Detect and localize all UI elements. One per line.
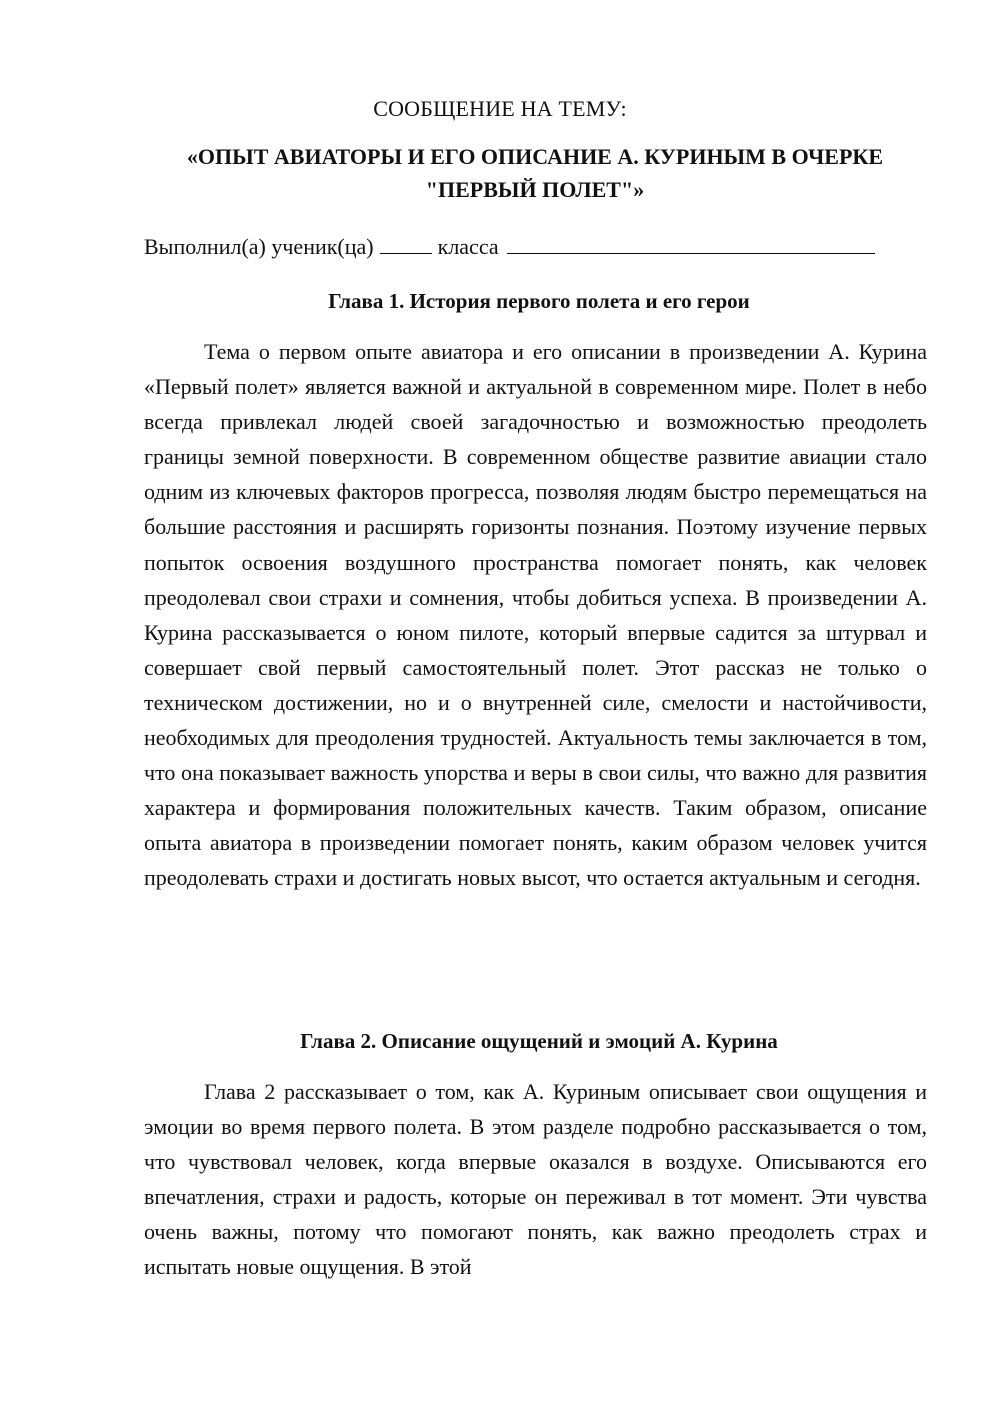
class-label: класса	[437, 234, 499, 259]
chapter-1-title: Глава 1. История первого полета и его герои	[328, 289, 750, 313]
chapter-1-paragraph: Тема о первом опыте авиатора и его описании в произведении А. Курина «Первый полет» является важной и актуальной в современном мире. Полет в небо всегда привлекал людей своей загадочностью и возможностью преодолеть границы земной поверхности. В современном обществе развитие авиации стало одним из ключевых факторов прогресса, позволяя людям быстро перемещаться на большие расстояния и расширять горизонты познания. Поэтому изучение первых попыток освоения воздушного пространства помогает понять, как человек преодолевал свои страхи и сомнения, чтобы добиться успеха. В произведении А. Курина рассказывается о юном пилоте, который впервые садится за штурвал и совершает свой первый самостоятельный полет. Этот рассказ не только о техническом достижении, но и о внутренней силе, смелости и настойчивости, необходимых для преодоления трудностей. Актуальность темы заключается в том, что она показывает важность упорства и веры в свои силы, что важно для развития характера и формирования положительных качеств. Таким образом, описание опыта авиатора в произведении помогает понять, каким образом человек учится преодолевать страхи и достигать новых высот, что остается актуальным и сегодня.	[144, 339, 927, 891]
name-blank-line	[507, 233, 875, 254]
report-header: СООБЩЕНИЕ НА ТЕМУ:	[373, 96, 627, 121]
report-title	[130, 140, 940, 206]
chapter-2-paragraph: Глава 2 рассказывает о том, как А. Куриным описывает свои ощущения и эмоции во время первого полета. В этом разделе подробно рассказывается о том, что чувствовал человек, когда впервые оказался в воздухе. Описываются его впечатления, страхи и радость, которые он переживал в тот момент. Эти чувства очень важны, потому что помогают понять, как важно преодолеть страх и испытать новые ощущения. В этой	[144, 1079, 927, 1280]
report-title-line-2: "ПЕРВЫЙ ПОЛЕТ"»	[425, 177, 645, 202]
performer-line	[144, 232, 875, 262]
performer-label: Выполнил(а) ученик(ца)	[144, 234, 374, 259]
grade-blank-line	[380, 233, 432, 254]
chapter-2-title: Глава 2. Описание ощущений и эмоций А. Курина	[300, 1029, 778, 1053]
report-title-line-1: «ОПЫТ АВИАТОРЫ И ЕГО ОПИСАНИЕ А. КУРИНЫМ В ОЧЕРКЕ	[186, 144, 884, 169]
